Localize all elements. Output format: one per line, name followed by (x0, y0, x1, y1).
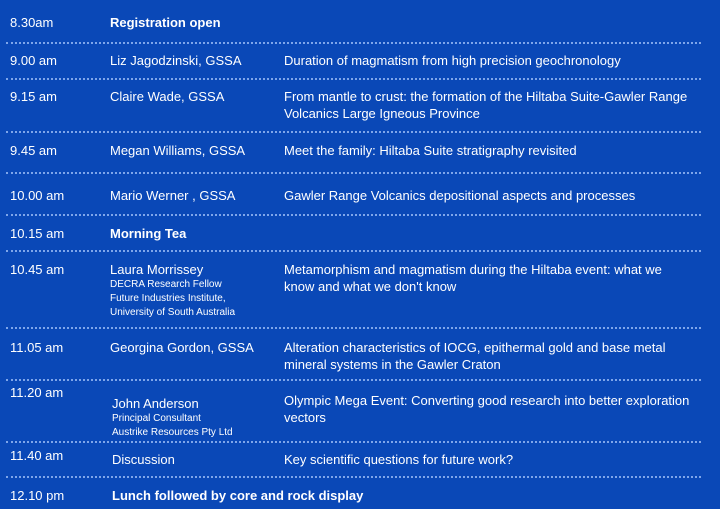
session-time: 10.15 am (10, 226, 65, 241)
session-title-line-2: vectors (284, 410, 326, 425)
session-speaker: Discussion (112, 452, 175, 467)
session-event: Registration open (110, 15, 221, 30)
session-speaker: Liz Jagodzinski, GSSA (110, 53, 242, 68)
row-divider (6, 172, 701, 174)
row-divider (6, 78, 701, 80)
session-time: 11.40 am (10, 448, 64, 463)
row-divider (6, 214, 701, 216)
session-speaker: Laura Morrissey (110, 262, 204, 277)
session-speaker: Megan Williams, GSSA (110, 143, 246, 158)
speaker-affiliation: DECRA Research Fellow (110, 279, 222, 290)
session-event: Lunch followed by core and rock display (112, 488, 364, 503)
session-title: Metamorphism and magmatism during the Hiltaba event: what we (284, 262, 662, 277)
row-divider (6, 379, 701, 381)
session-title: From mantle to crust: the formation of the Hiltaba Suite-Gawler Range (284, 89, 688, 104)
session-title: Duration of magmatism from high precision geochronology (284, 53, 621, 68)
row-divider (6, 250, 701, 252)
session-title-line-2: Volcanics Large Igneous Province (284, 106, 480, 121)
row-divider (6, 131, 701, 133)
session-title: Olympic Mega Event: Converting good research into better exploration (284, 393, 690, 408)
session-title: Meet the family: Hiltaba Suite stratigraphy revisited (284, 143, 577, 158)
session-title-line-2: know and what we don't know (284, 279, 457, 294)
session-time: 9.15 am (10, 89, 57, 104)
speaker-affiliation: Austrike Resources Pty Ltd (112, 427, 233, 438)
row-divider (6, 441, 701, 443)
speaker-affiliation: University of South Australia (110, 307, 236, 318)
session-event: Morning Tea (110, 226, 187, 241)
session-time: 9.45 am (10, 143, 57, 158)
session-title-line-2: mineral systems in the Gawler Craton (284, 357, 501, 372)
session-time: 10.00 am (10, 188, 65, 203)
session-time: 11.20 am (10, 385, 64, 400)
session-time: 10.45 am (10, 262, 65, 277)
session-speaker: Georgina Gordon, GSSA (110, 340, 254, 355)
session-title: Key scientific questions for future work? (284, 452, 514, 467)
session-title: Gawler Range Volcanics depositional aspects and processes (284, 188, 636, 203)
session-speaker: John Anderson (112, 396, 199, 411)
row-divider (6, 476, 701, 478)
speaker-affiliation: Principal Consultant (112, 413, 201, 424)
session-speaker: Claire Wade, GSSA (110, 89, 225, 104)
session-time: 11.05 am (10, 340, 64, 355)
session-time: 9.00 am (10, 53, 57, 68)
session-title: Alteration characteristics of IOCG, epithermal gold and base metal (284, 340, 666, 355)
row-divider (6, 42, 701, 44)
session-time: 12.10 pm (10, 488, 65, 503)
row-divider (6, 327, 701, 329)
session-time: 8.30am (10, 15, 54, 30)
speaker-affiliation: Future Industries Institute, (110, 293, 226, 304)
session-speaker: Mario Werner , GSSA (110, 188, 236, 203)
